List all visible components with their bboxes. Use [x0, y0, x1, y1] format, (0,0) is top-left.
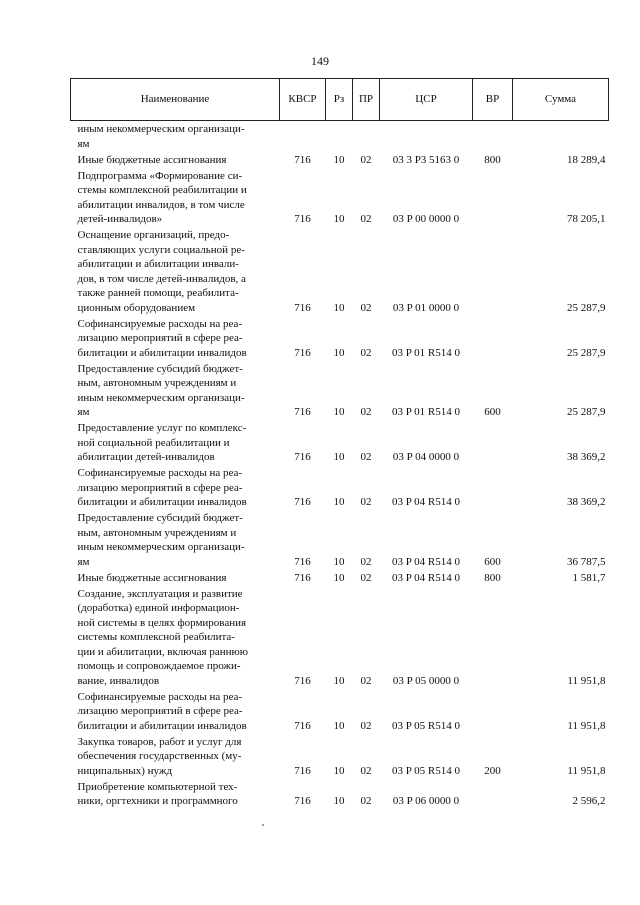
row-pr: 02	[360, 346, 372, 359]
row-rz: 10	[333, 764, 345, 777]
row-csr: 03 P 01 0000 0	[392, 301, 460, 314]
row-name: Приобретение компьютерной тех- ники, оргтехники и программного	[77, 780, 238, 807]
row-name: иным некоммерческим организаци- ям	[77, 123, 245, 150]
table-row	[71, 227, 609, 316]
row-pr: 02	[360, 406, 372, 418]
row-name: Софинансируемые расходы на реа- лизацию мероприятий в сфере реа- билитации и абилитации инвалидов	[77, 317, 247, 359]
row-sum: 36 787,5	[567, 555, 606, 568]
table-row	[71, 151, 609, 167]
row-csr: 03 3 P3 5163 0	[392, 153, 460, 166]
row-csr: 03 P 00 0000 0	[392, 213, 460, 225]
row-pr: 02	[360, 764, 372, 777]
row-name: Иные бюджетные ассигнования	[77, 571, 227, 584]
scan-speck	[262, 824, 264, 826]
row-csr: 03 P 06 0000 0	[392, 795, 460, 807]
row-sum	[513, 121, 609, 152]
row-rz: 10	[333, 674, 345, 687]
row-csr: 03 P 05 R514 0	[391, 764, 461, 777]
row-vr	[473, 315, 513, 360]
row-csr: 03 P 04 0000 0	[392, 451, 460, 463]
row-name: Софинансируемые расходы на реа- лизацию мероприятий в сфере реа- билитации и абилитации инвалидов	[77, 690, 247, 732]
header-csr: ЦСР	[380, 79, 473, 121]
header-kvsr: КВСР	[280, 79, 326, 121]
row-sum: 11 951,8	[567, 764, 606, 777]
table-row	[71, 733, 609, 778]
row-name: Создание, эксплуатация и развитие (доработка) единой информацион- ной системы в целях формирования системы комплексной реабилита- ции и абилитации, включая раннюю помощь и сопровождаемое прожи- вание, инвалидов	[77, 587, 248, 687]
row-name: Иные бюджетные ассигнования	[77, 153, 227, 166]
row-pr: 02	[360, 451, 372, 463]
table-row	[71, 510, 609, 570]
header-name: Наименование	[71, 79, 280, 121]
row-rz: 10	[333, 719, 345, 732]
table-row	[71, 778, 609, 809]
row-csr: 03 P 04 R514 0	[391, 496, 461, 508]
row-kvsr: 716	[294, 213, 311, 225]
header-vr: ВР	[473, 79, 513, 121]
row-vr	[473, 465, 513, 510]
row-csr: 03 P 01 R514 0	[391, 346, 461, 359]
row-sum: 2 596,2	[572, 795, 606, 807]
row-rz: 10	[333, 496, 345, 508]
row-sum: 11 951,8	[567, 719, 606, 732]
row-pr: 02	[360, 795, 372, 807]
row-rz: 10	[333, 301, 345, 314]
table-row	[71, 585, 609, 688]
row-csr: 03 P 04 R514 0	[391, 555, 461, 568]
row-pr: 02	[360, 719, 372, 732]
row-kvsr: 716	[294, 674, 311, 687]
row-kvsr: 716	[294, 719, 311, 732]
row-rz: 10	[333, 571, 345, 584]
table-row	[71, 688, 609, 733]
row-sum: 11 951,8	[567, 674, 606, 687]
budget-table	[70, 78, 609, 809]
row-sum: 38 369,2	[567, 496, 606, 508]
table-row	[71, 569, 609, 585]
table-row	[71, 315, 609, 360]
row-sum: 25 287,9	[567, 301, 606, 314]
row-kvsr: 716	[294, 555, 311, 568]
row-sum: 78 205,1	[567, 213, 606, 225]
row-rz: 10	[333, 346, 345, 359]
row-name: Предоставление субсидий бюджет- ным, автономным учреждениям и иным некоммерческим организаци- ям	[77, 362, 245, 418]
row-csr: 03 P 05 0000 0	[392, 674, 460, 687]
row-name: Закупка товаров, работ и услуг для обеспечения государственных (му- ниципальных) нужд	[77, 735, 242, 777]
row-name: Предоставление субсидий бюджет- ным, автономным учреждениям и иным некоммерческим организаци- ям	[77, 512, 245, 568]
row-vr	[473, 227, 513, 316]
row-vr	[473, 420, 513, 465]
row-pr: 02	[360, 555, 372, 568]
table-header-row	[71, 79, 609, 121]
row-pr: 02	[360, 496, 372, 508]
row-csr	[380, 121, 473, 152]
header-sum: Сумма	[513, 79, 609, 121]
row-csr: 03 P 01 R514 0	[391, 406, 461, 418]
row-vr: 600	[484, 555, 501, 568]
row-name: Оснащение организаций, предо- ставляющих услуги социальной ре- абилитации и абилитации инвали- дов, в том числе детей-инвалидов, а также ранней помощи, реабилита- ционным оборудованием	[77, 229, 246, 314]
row-csr: 03 P 04 R514 0	[391, 571, 461, 584]
row-kvsr: 716	[294, 496, 311, 508]
row-kvsr: 716	[294, 301, 311, 314]
row-kvsr: 716	[294, 764, 311, 777]
table-row	[71, 465, 609, 510]
row-vr	[473, 121, 513, 152]
row-rz: 10	[333, 153, 345, 166]
table-row	[71, 360, 609, 420]
table-row	[71, 121, 609, 152]
table-row	[71, 420, 609, 465]
row-rz	[326, 121, 353, 152]
row-vr	[473, 688, 513, 733]
header-rz: Рз	[326, 79, 353, 121]
row-sum: 25 287,9	[567, 346, 606, 359]
row-vr	[473, 585, 513, 688]
row-rz: 10	[333, 795, 345, 807]
row-kvsr: 716	[294, 451, 311, 463]
row-vr	[473, 167, 513, 227]
row-kvsr: 716	[294, 571, 311, 584]
page-number: 149	[311, 54, 329, 68]
row-kvsr: 716	[294, 346, 311, 359]
table-row	[71, 167, 609, 227]
row-vr: 800	[484, 571, 501, 584]
row-rz: 10	[333, 213, 345, 225]
row-rz: 10	[333, 406, 345, 418]
row-csr: 03 P 05 R514 0	[391, 719, 461, 732]
row-kvsr: 716	[294, 795, 311, 807]
row-kvsr	[280, 121, 326, 152]
row-vr: 200	[484, 764, 501, 777]
row-name: Софинансируемые расходы на реа- лизацию мероприятий в сфере реа- билитации и абилитации инвалидов	[77, 467, 247, 508]
row-sum: 1 581,7	[572, 571, 606, 584]
table-body	[71, 121, 609, 809]
row-rz: 10	[333, 451, 345, 463]
header-pr: ПР	[353, 79, 380, 121]
row-vr: 800	[484, 153, 501, 166]
row-rz: 10	[333, 555, 345, 568]
row-pr: 02	[360, 301, 372, 314]
row-sum: 18 289,4	[567, 153, 606, 166]
row-sum: 25 287,9	[567, 406, 606, 418]
row-pr: 02	[360, 674, 372, 687]
row-sum: 38 369,2	[567, 451, 606, 463]
row-name: Подпрограмма «Формирование си- стемы комплексной реабилитации и абилитации инвалидов, в том числе детей-инвалидов»	[77, 169, 247, 225]
row-pr: 02	[360, 571, 372, 584]
row-kvsr: 716	[294, 406, 311, 418]
row-name: Предоставление услуг по комплекс- ной социальной реабилитации и абилитации детей-инвалидов	[77, 422, 247, 463]
row-pr: 02	[360, 213, 372, 225]
row-vr	[473, 778, 513, 809]
row-kvsr: 716	[294, 153, 311, 166]
row-pr	[353, 121, 380, 152]
row-pr: 02	[360, 153, 372, 166]
row-vr: 600	[484, 406, 501, 418]
